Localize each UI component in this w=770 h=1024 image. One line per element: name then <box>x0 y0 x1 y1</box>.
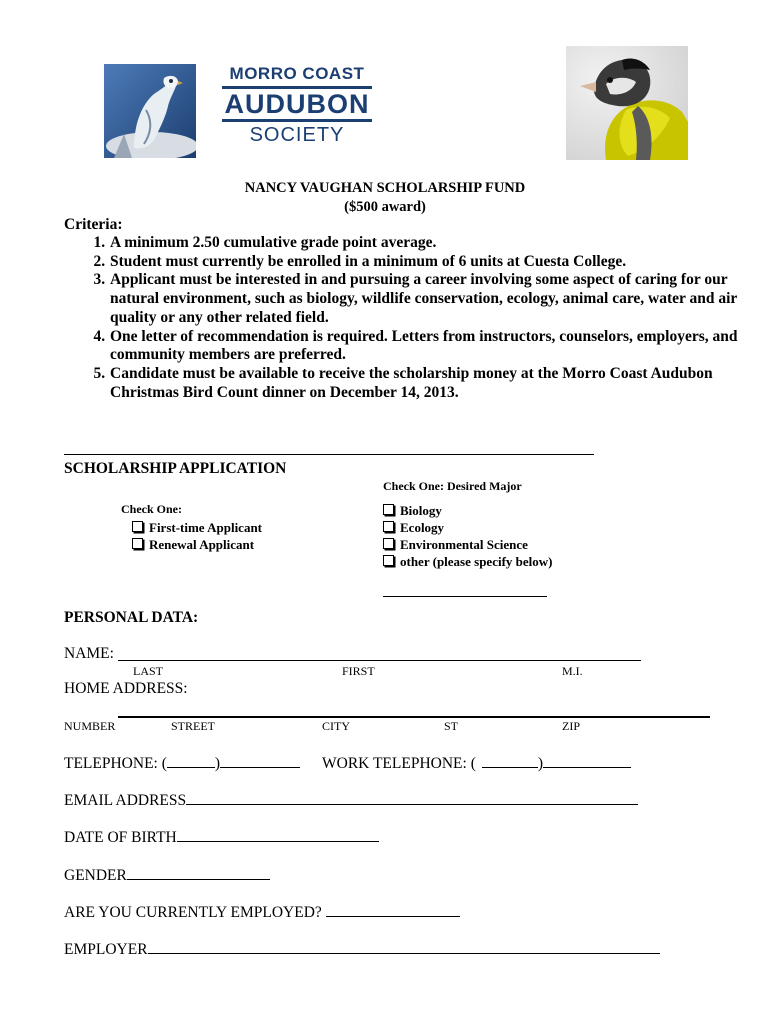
telephone-label: TELEPHONE: <box>64 755 158 772</box>
work-telephone-label: WORK TELEPHONE: <box>322 755 467 772</box>
checkbox-ecology[interactable] <box>383 519 552 536</box>
address-sub-number: NUMBER <box>64 719 116 733</box>
dob-label: DATE OF BIRTH <box>64 829 177 846</box>
employed-input[interactable] <box>326 902 460 917</box>
major-options <box>383 502 552 570</box>
paren-close: ) <box>537 755 544 772</box>
work-telephone-row <box>322 753 631 773</box>
address-sub-zip: ZIP <box>562 719 580 733</box>
telephone-area-code-input[interactable] <box>167 753 215 768</box>
option-label: Ecology <box>400 520 445 535</box>
checkbox-biology[interactable] <box>383 502 552 519</box>
email-label: EMAIL ADDRESS <box>64 792 187 809</box>
address-sub-city: CITY <box>322 719 350 733</box>
gender-label: GENDER <box>64 867 127 884</box>
name-sub-mi: M.I. <box>562 664 583 678</box>
checkbox-renewal[interactable] <box>132 536 262 553</box>
paren-close: ) <box>214 755 221 772</box>
applicant-type-options <box>132 519 262 553</box>
applicant-type-check-label: Check One: <box>121 502 182 516</box>
criteria-list <box>64 234 769 402</box>
document-title: NANCY VAUGHAN SCHOLARSHIP FUND <box>244 180 526 196</box>
checkbox-environmental-science[interactable] <box>383 536 552 553</box>
award-amount: ($500 award) <box>344 199 426 215</box>
email-input[interactable] <box>186 790 638 805</box>
paren-open: ( <box>470 755 476 772</box>
application-heading: SCHOLARSHIP APPLICATION <box>64 460 287 477</box>
criteria-item: 3. Applicant must be interested in and pursuing a career involving some aspect of caring for our natural environment, such as biology, wildlife conservation, ecology, animal care, water and air quality or any other related field. <box>109 271 769 327</box>
dob-row <box>64 827 379 847</box>
checkbox-icon[interactable] <box>132 521 143 532</box>
employed-label: ARE YOU CURRENTLY EMPLOYED? <box>64 904 322 921</box>
option-label: other (please specify below) <box>400 554 553 569</box>
address-sub-state: ST <box>444 719 459 733</box>
address-sub-street: STREET <box>171 719 215 733</box>
paren-open: ( <box>161 755 167 772</box>
checkbox-other[interactable] <box>383 553 552 570</box>
org-name-line2: AUDUBON <box>222 86 372 122</box>
goldfinch-photo <box>566 46 688 160</box>
home-address-label: HOME ADDRESS: <box>64 680 188 697</box>
home-address-input[interactable] <box>118 716 710 718</box>
email-row <box>64 790 638 810</box>
criteria-item: 2. Student must currently be enrolled in a minimum of 6 units at Cuesta College. <box>109 253 769 272</box>
checkbox-icon[interactable] <box>132 538 143 549</box>
employed-row <box>64 902 460 922</box>
gender-input[interactable] <box>127 865 270 880</box>
section-divider <box>64 454 594 455</box>
option-label: First-time Applicant <box>149 520 263 535</box>
checkbox-icon[interactable] <box>383 555 394 566</box>
employer-label: EMPLOYER <box>64 941 148 958</box>
checkbox-icon[interactable] <box>383 504 394 515</box>
checkbox-icon[interactable] <box>383 538 394 549</box>
dob-input[interactable] <box>177 827 379 842</box>
work-telephone-number-input[interactable] <box>543 753 631 768</box>
telephone-number-input[interactable] <box>220 753 300 768</box>
other-major-input[interactable] <box>383 596 547 597</box>
employer-row <box>64 939 660 959</box>
criteria-item: 4. One letter of recommendation is required. Letters from instructors, counselors, employers, and community members are preferred. <box>109 328 769 365</box>
personal-data-heading: PERSONAL DATA: <box>64 609 199 626</box>
org-name-line1: MORRO COAST <box>229 64 365 83</box>
checkbox-first-time[interactable] <box>132 519 262 536</box>
checkbox-icon[interactable] <box>383 521 394 532</box>
work-telephone-area-code-input[interactable] <box>482 753 538 768</box>
audubon-falcon-logo <box>104 64 196 158</box>
criteria-heading: Criteria: <box>64 216 123 233</box>
organization-wordmark <box>222 64 372 148</box>
name-label: NAME: <box>64 645 114 662</box>
name-sub-first: FIRST <box>342 664 375 678</box>
criteria-item: 1. A minimum 2.50 cumulative grade point average. <box>109 234 769 253</box>
name-input[interactable] <box>118 660 641 661</box>
criteria-item: 5. Candidate must be available to receive the scholarship money at the Morro Coast Audubon Christmas Bird Count dinner on December 14, 2013. <box>109 365 769 402</box>
gender-row <box>64 865 270 885</box>
option-label: Renewal Applicant <box>149 537 255 552</box>
telephone-row <box>64 753 300 773</box>
name-sub-last: LAST <box>133 664 163 678</box>
option-label: Biology <box>400 503 442 518</box>
employer-input[interactable] <box>148 939 660 954</box>
major-check-label: Check One: Desired Major <box>383 479 522 493</box>
option-label: Environmental Science <box>400 537 528 552</box>
org-name-line3: SOCIETY <box>249 124 345 146</box>
